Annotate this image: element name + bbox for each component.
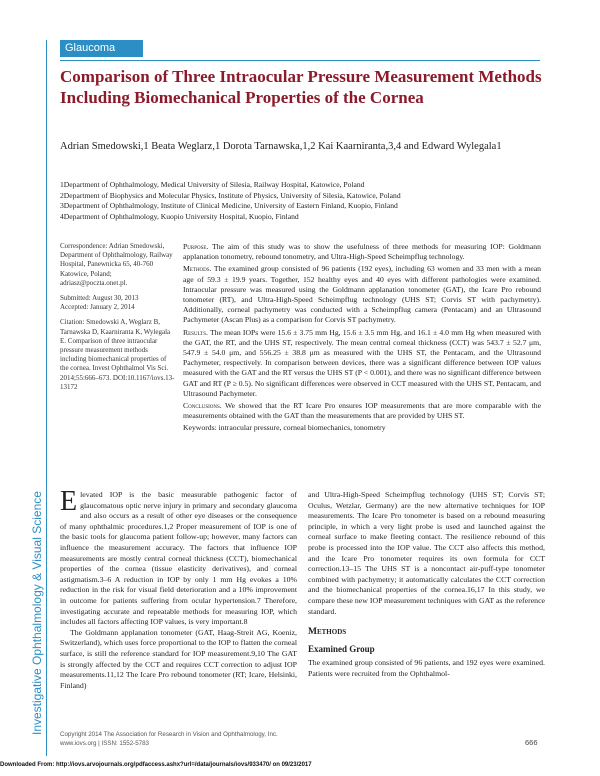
conclusions-text: We showed that the RT Icare Pro ensures IOP measurements that are more comparable with the measurements obtained with the GAT than the measurements that are provided by UHS ST. bbox=[183, 401, 541, 421]
journal-name-vertical: Investigative Ophthalmology & Visual Science bbox=[30, 491, 44, 735]
affiliations bbox=[60, 180, 540, 222]
purpose-label: Purpose. bbox=[183, 242, 209, 251]
examined-group-heading: Examined Group bbox=[308, 643, 375, 654]
download-note: Downloaded From: http://iovs.arvojournals.org/pdfaccess.ashx?url=/data/journals/iovs/933470/ on 09/23/2017 bbox=[0, 762, 312, 768]
article-sidebar bbox=[60, 242, 175, 392]
drop-cap: E bbox=[60, 486, 78, 517]
intro-paragraph-2: The Goldmann applanation tonometer (GAT, Haag-Streit AG, Koeniz, Switzerland), which uses force proportional to the IOP to flatten the corneal surface, is still the reference standard for IOP measurement.9,10 The GAT is strongly affected by the CCT and requires CCT correction to adjust IOP measurements.11,12 The Icare Pro rebound tonometer (RT; Icare, Helsinki, Finland) bbox=[60, 627, 297, 690]
affiliation-4: 4Department of Ophthalmology, Kuopio University Hospital, Kuopio, Finland bbox=[60, 211, 299, 221]
affiliation-1: 1Department of Ophthalmology, Medical University of Silesia, Railway Hospital, Katowice, Poland bbox=[60, 180, 365, 189]
results-text: The mean IOPs were 15.6 ± 3.75 mm Hg, 15.6 ± 3.5 mm Hg, and 16.1 ± 4.0 mm Hg when measured with the GAT, the RT, and the UHS ST, respectively. The mean central corneal thickness (CCT) was 543.7 ± 52.7 μm, 547.9 ± 54.0 μm, and 556.25 ± 38.8 μm as measured with the UHS ST, the Pentacam, and the Ultrasound Pachymeter, respectively. In comparison between devices, there was a significant difference between IOP values measured with the GAT and the RT versus the UHS ST (P < 0.001), and there was no significant difference between GAT and RT (P ≥ 0.5). No significant differences were observed in CCT measured with the UHS ST, Pentacam, and Ultrasound Pachymeter. bbox=[183, 327, 541, 398]
journal-rule-vertical bbox=[46, 40, 47, 756]
keywords: Keywords: intraocular pressure, corneal biomechanics, tonometry bbox=[183, 423, 386, 433]
issn: www.iovs.org | ISSN: 1552-5783 bbox=[60, 740, 149, 747]
page-number: 666 bbox=[525, 738, 538, 747]
body-column-left bbox=[60, 486, 297, 691]
abstract bbox=[183, 242, 541, 436]
results-label: Results. bbox=[183, 327, 208, 337]
affiliation-3: 3Department of Ophthalmology, Institute of Clinical Medicine, University of Eastern Finland, Kuopio, Finland bbox=[60, 201, 398, 210]
citation: Citation: Smedowski A, Weglarz B, Tarnawska D, Kaarniranta K, Wylegala E. Comparison of three intraocular pressure measurement methods including biomechanical properties of the cornea. Invest Ophthalmol Vis Sci. 2014;55:666–673. DOI:10.1167/iovs.13-13172 bbox=[60, 318, 175, 391]
affiliation-2: 2Department of Biophysics and Molecular Physics, Institute of Physics, University of Silesia, Katowice, Poland bbox=[60, 190, 401, 200]
intro-paragraph-1: levated IOP is the basic measurable pathogenic factor of glaucomatous optic nerve injury in primary and secondary glaucoma and also occurs as a result of other eye diseases or the consequence of many ophthalmic procedures.1,2 Proper measurement of IOP is one of the basic tools for glaucoma patient follow-up; however, many factors can influence the measurement accuracy. The factors that influence IOP measurements are mostly central corneal thickness (CCT), biomechanical properties of the cornea (tissue elasticity derivatives), and corneal astigmatism.3–6 A reduction in IOP by only 1 mm Hg evokes a 10% reduction in the risk for visual field deterioration and a 10% improvement in outcome for patients suffering from ocular hypertension.7 Therefore, investigating accurate and repeatable methods for measuring IOP, which includes all factors affecting IOP values, is very important.8 bbox=[60, 490, 297, 627]
footer bbox=[60, 730, 540, 748]
section-rule bbox=[60, 60, 540, 61]
accepted-date: Accepted: January 2, 2014 bbox=[60, 303, 135, 312]
examined-group-paragraph: The examined group consisted of 96 patients, and 192 eyes were examined. Patients were recruited from the Ophthalmol- bbox=[308, 658, 545, 678]
body-column-right bbox=[308, 490, 545, 680]
purpose-text: The aim of this study was to show the usefulness of three methods for measuring IOP: Goldmann applanation tonometry, rebound tonometry, and Ultra-High-Speed Scheimpflug technology. bbox=[183, 242, 541, 262]
article-title: Comparison of Three Intraocular Pressure Measurement Methods Including Biomechanical Properties of the Cornea bbox=[60, 67, 542, 107]
section-tag: Glaucoma bbox=[60, 40, 143, 57]
methods-label: Methods. bbox=[183, 264, 212, 274]
intro-paragraph-3: and Ultra-High-Speed Scheimpflug technology (UHS ST; Corvis ST; Oculus, Wetzlar, Germany) are the new alternative techniques for IOP measurements. The Icare Pro tonometer is based on a rebound measuring principle, in which a very light probe is used and launched against the corneal surface to make fleeting contact. The resilience rebound of this probe is processed into the IOP value. The CCT also affects this method, and the Icare Pro tonometer requires its own formula for CCT correction.13–15 The UHS ST is a noncontact air-puff-type tonometer combined with pachymetry; it automatically calculates the CCT correction and the biomechanical properties of the cornea.16,17 In this study, we compare these new IOP measurement techniques with GAT as the reference standard. bbox=[308, 490, 545, 616]
submitted-date: Submitted: August 30, 2013 bbox=[60, 294, 139, 303]
correspondence: Correspondence: Adrian Smedowski, Department of Ophthalmology, Railway Hospital, Panewnicka 65, 40-760 Katowice, Poland; adriasz@poczta.onet.pl. bbox=[60, 242, 173, 287]
conclusions-label: Conclusions. bbox=[183, 401, 222, 411]
methods-heading: Methods bbox=[308, 627, 347, 638]
author-list: Adrian Smedowski,1 Beata Weglarz,1 Dorota Tarnawska,1,2 Kai Kaarniranta,3,4 and Edward Wylegala1 bbox=[60, 141, 502, 152]
copyright: Copyright 2014 The Association for Research in Vision and Ophthalmology, Inc. bbox=[60, 731, 278, 738]
methods-text: The examined group consisted of 96 patients (192 eyes), including 63 women and 33 men with a mean age of 59.3 ± 19.9 years. Together, 152 healthy eyes and 40 eyes with different pathologies were examined. Intraocular pressure was measured using the Goldmann applanation tonometer (GAT), the Icare Pro rebound tonometer (RT), and Ultra-High-Speed Scheimpflug technology (UHS ST; Corvis ST with pachymetry). Additionally, corneal pachymetry was conducted with a Scheimpflug camera (Pentacam) and an Ultrasound Pachymeter (Ascan Plus) as a comparison for Corvis ST pachymetry. bbox=[183, 264, 541, 325]
